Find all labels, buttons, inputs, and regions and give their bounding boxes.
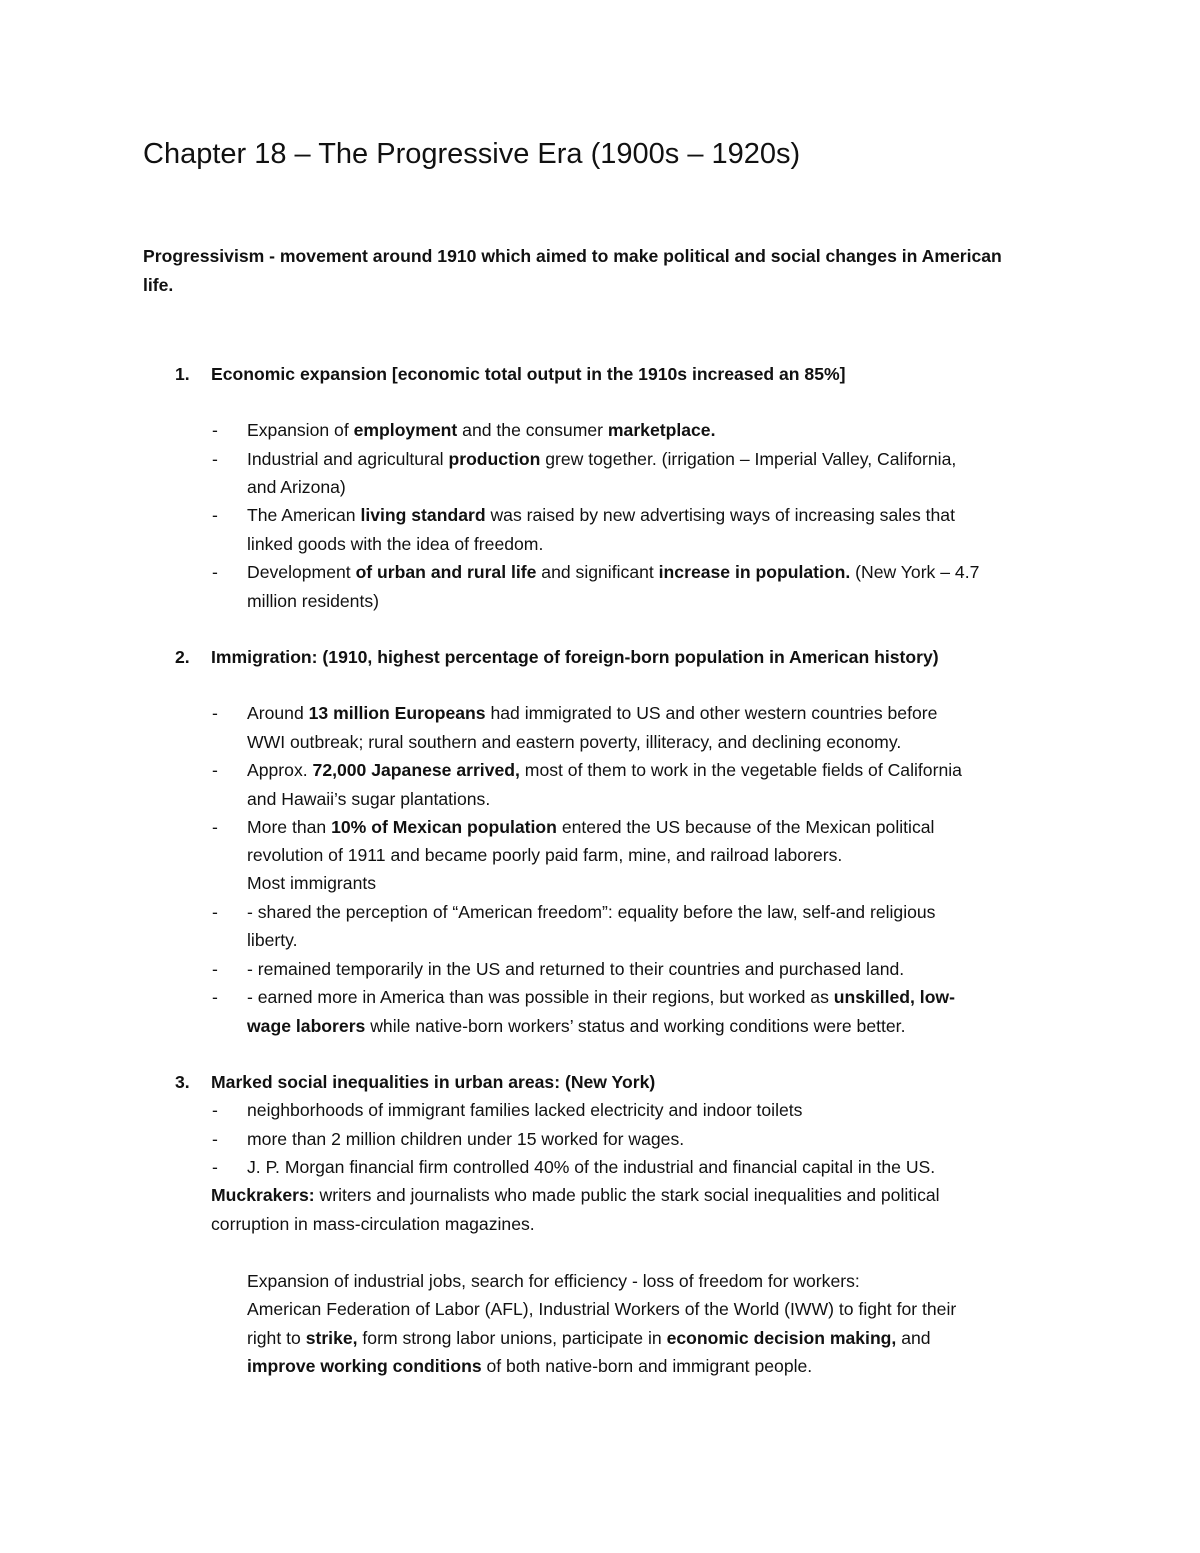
page-title: Chapter 18 – The Progressive Era (1900s – 1920s) xyxy=(143,138,801,170)
list-item: Around 13 million Europeans had immigrated to US and other western countries before xyxy=(247,703,938,723)
list-item-continuation: million residents) xyxy=(247,591,379,611)
bullet-dash: - xyxy=(212,987,218,1007)
muckrakers-definition: Muckrakers: writers and journalists who made public the stark social inequalities and political xyxy=(211,1185,940,1205)
list-item-continuation: wage laborers while native-born workers’ status and working conditions were better. xyxy=(247,1016,906,1036)
section-1-number: 1. xyxy=(175,364,190,384)
bullet-dash: - xyxy=(212,420,218,440)
bullet-dash: - xyxy=(212,817,218,837)
section-3-heading: Marked social inequalities in urban areas: (New York) xyxy=(211,1072,656,1092)
list-subheading: Most immigrants xyxy=(247,873,377,893)
bullet-dash: - xyxy=(212,959,218,979)
list-item: Approx. 72,000 Japanese arrived, most of them to work in the vegetable fields of California xyxy=(247,760,962,780)
bullet-dash: - xyxy=(212,1157,218,1177)
list-item-continuation: revolution of 1911 and became poorly paid farm, mine, and railroad laborers. xyxy=(247,845,843,865)
list-item: neighborhoods of immigrant families lacked electricity and indoor toilets xyxy=(247,1100,803,1120)
section-1-heading: Economic expansion [economic total output in the 1910s increased an 85%] xyxy=(211,364,846,384)
list-item-continuation: WWI outbreak; rural southern and eastern poverty, illiteracy, and declining economy. xyxy=(247,732,902,752)
list-item-continuation: and Hawaii’s sugar plantations. xyxy=(247,789,491,809)
bullet-dash: - xyxy=(212,902,218,922)
list-item: - remained temporarily in the US and returned to their countries and purchased land. xyxy=(247,959,905,979)
definition-line-2: life. xyxy=(143,275,174,295)
bullet-dash: - xyxy=(212,449,218,469)
list-item: - earned more in America than was possible in their regions, but worked as unskilled, low- xyxy=(247,987,955,1007)
list-item: More than 10% of Mexican population entered the US because of the Mexican political xyxy=(247,817,935,837)
bullet-dash: - xyxy=(212,562,218,582)
list-item: Industrial and agricultural production grew together. (irrigation – Imperial Valley, California, xyxy=(247,449,957,469)
list-item: Expansion of employment and the consumer marketplace. xyxy=(247,420,716,440)
labor-paragraph-line-4: improve working conditions of both native-born and immigrant people. xyxy=(247,1356,813,1376)
section-2-heading: Immigration: (1910, highest percentage of foreign-born population in American history) xyxy=(211,647,939,667)
list-item: Development of urban and rural life and significant increase in population. (New York – 4.7 xyxy=(247,562,980,582)
muckrakers-definition-continuation: corruption in mass-circulation magazines. xyxy=(211,1214,535,1234)
labor-paragraph-line-2: American Federation of Labor (AFL), Industrial Workers of the World (IWW) to fight for their xyxy=(247,1299,957,1319)
list-item-continuation: linked goods with the idea of freedom. xyxy=(247,534,544,554)
list-item: - shared the perception of “American freedom”: equality before the law, self-and religious xyxy=(247,902,936,922)
section-3-number: 3. xyxy=(175,1072,190,1092)
bullet-dash: - xyxy=(212,1129,218,1149)
list-item: J. P. Morgan financial firm controlled 40% of the industrial and financial capital in the US. xyxy=(247,1157,936,1177)
bullet-dash: - xyxy=(212,703,218,723)
labor-paragraph-line-3: right to strike, form strong labor unions, participate in economic decision making, and xyxy=(247,1328,931,1348)
bullet-dash: - xyxy=(212,760,218,780)
labor-paragraph-line-1: Expansion of industrial jobs, search for efficiency - loss of freedom for workers: xyxy=(247,1271,860,1291)
list-item-continuation: liberty. xyxy=(247,930,298,950)
list-item-continuation: and Arizona) xyxy=(247,477,346,497)
section-2-number: 2. xyxy=(175,647,190,667)
definition-line-1: Progressivism - movement around 1910 which aimed to make political and social changes in American xyxy=(143,246,1002,266)
bullet-dash: - xyxy=(212,1100,218,1120)
list-item: The American living standard was raised by new advertising ways of increasing sales that xyxy=(247,505,955,525)
list-item: more than 2 million children under 15 worked for wages. xyxy=(247,1129,685,1149)
bullet-dash: - xyxy=(212,505,218,525)
